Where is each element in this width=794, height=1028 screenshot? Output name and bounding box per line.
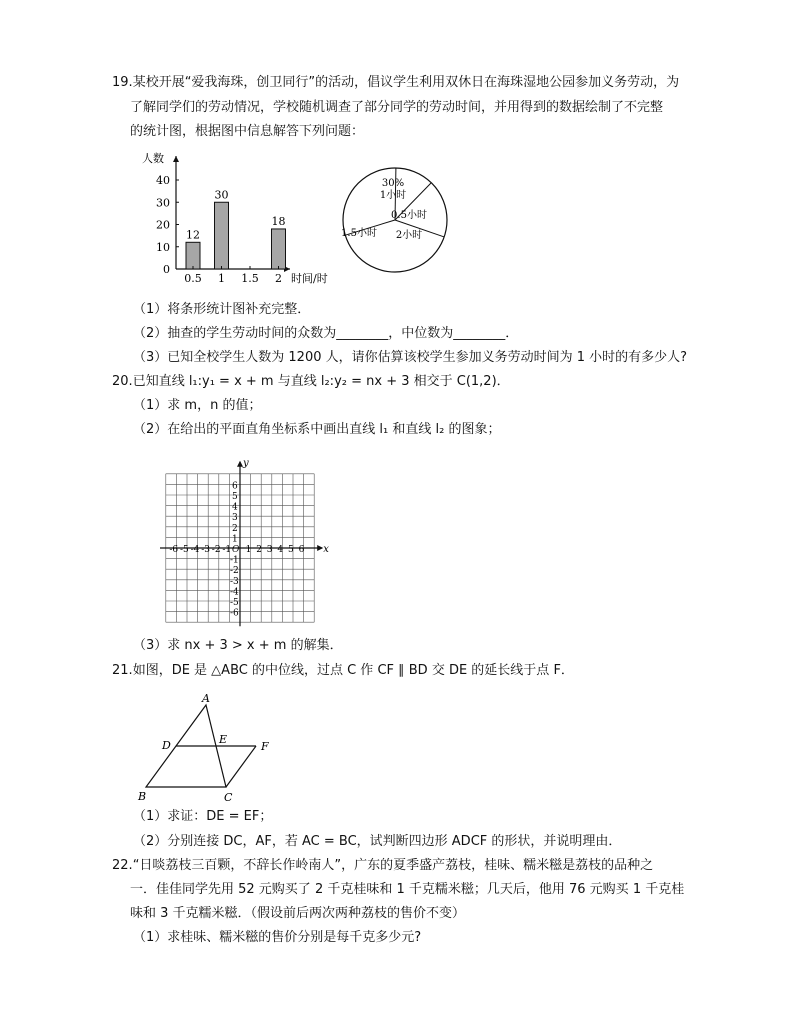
label-a: A (202, 692, 210, 705)
label-d: D (162, 739, 171, 752)
grid-content (160, 458, 329, 626)
y-tick-label: 40 (156, 174, 170, 187)
pie-slice-label: 1小时 (379, 190, 407, 201)
pie-chart-content (341, 168, 447, 272)
pie-chart (335, 160, 455, 280)
y-tick-label: 10 (156, 240, 170, 254)
bar (215, 202, 229, 269)
label-b: B (138, 790, 147, 803)
y-tick-label: -2 (230, 566, 239, 577)
x-tick-label: 5 (288, 545, 294, 555)
x-tick-label: -1 (222, 545, 232, 555)
y-tick-label: 6 (232, 481, 238, 492)
x-tick-label: 3 (266, 545, 273, 555)
q22-line2: 一．佳佳同学先用 52 元购买了 2 千克桂味和 1 千克糯米糍；几天后，他用 76 元购买 1 千克桂 (130, 882, 685, 897)
q21-sub1: （1）求证：DE = EF； (133, 809, 273, 824)
y-tick-label: -6 (230, 608, 239, 619)
triangle-figure (130, 690, 290, 810)
pie-slice-label: 2小时 (395, 230, 423, 241)
pie-slice-label: 0.5小时 (391, 210, 427, 221)
x-tick-label: 0.5 (184, 272, 202, 285)
x-axis-label: x (323, 544, 329, 555)
bar (186, 242, 200, 269)
q21-sub2: （2）分别连接 DC，AF，若 AC = BC，试判断四边形 ADCF 的形状，并说明理由． (133, 834, 622, 849)
y-tick-label: 20 (156, 218, 170, 232)
x-tick-label: 1 (218, 272, 225, 285)
q19-number: 19. (112, 75, 133, 90)
bar-data-label: 18 (271, 214, 286, 228)
q22-number: 22. (112, 858, 133, 873)
q21-number: 21. (112, 663, 133, 678)
origin-label: O (232, 545, 240, 555)
y-tick-label: -5 (230, 598, 239, 608)
q22-line3: 味和 3 千克糯米糍．（假设前后两次两种荔枝的售价不变） (130, 906, 466, 921)
y-tick-label: 2 (232, 523, 238, 534)
x-tick-label: 6 (298, 545, 305, 555)
q19-text1: 某校开展“爱我海珠，创卫同行”的活动，倡议学生利用双休日在海珠湿地公园参加义务劳动，为 (132, 75, 680, 90)
bar (272, 229, 286, 269)
q22-line1 (112, 857, 653, 875)
q20-stem-line (112, 373, 510, 391)
y-axis-arrow (173, 156, 179, 162)
q22-text1: “日啖荔枝三百颗，不辞长作岭南人”，广东的夏季盛产荔枝，桂味、糯米糍是荔枝的品种之 (132, 858, 654, 873)
x-tick-label: -2 (211, 545, 221, 555)
y-tick-label: 4 (232, 502, 238, 513)
y-tick-label: 3 (232, 513, 238, 524)
y-tick-label: 5 (232, 492, 238, 502)
segment-cf (226, 746, 256, 787)
x-axis-label: 时间/时 (291, 272, 328, 285)
x-tick-label: -4 (190, 545, 200, 555)
q21-stem-line (112, 662, 574, 680)
q20-sub1: （1）求 m，n 的值； (133, 398, 262, 413)
q19-sub3: （3）已知全校学生人数为 1200 人，请你估算该校学生参加义务劳动时间为 1 小时的有多少人? (133, 350, 688, 365)
x-tick-label: -5 (180, 545, 189, 555)
x-tick-label: 1 (245, 545, 252, 555)
label-f: F (261, 740, 269, 753)
y-tick-label: 1 (232, 534, 238, 545)
y-tick-label: -4 (230, 587, 239, 598)
coordinate-grid (160, 448, 340, 628)
q20-stem: 已知直线 l₁:y₁ = x + m 与直线 l₂:y₂ = nx + 3 相交于 C(1,2)． (132, 374, 510, 389)
bar-chart (138, 148, 348, 288)
x-tick-label: 2 (256, 545, 262, 555)
bar-data-label: 12 (186, 228, 200, 242)
bar-chart-content (142, 151, 328, 285)
q19-line1 (112, 74, 679, 92)
label-c: C (224, 791, 233, 804)
q20-sub3: （3）求 nx + 3 > x + m 的解集． (133, 638, 343, 653)
q19-sub1: （1）将条形统计图补充完整． (133, 302, 311, 317)
x-tick-label: -3 (201, 545, 210, 555)
q19-line3: 的统计图，根据图中信息解答下列问题： (130, 124, 365, 139)
pie-slice-label: 1.5小时 (341, 228, 377, 239)
y-axis-label: y (243, 457, 249, 469)
q22-sub1: （1）求桂味、糯米糍的售价分别是每千克多少元? (133, 930, 422, 945)
y-tick-label: 30 (156, 196, 170, 210)
pie-slice-value: 30% (381, 178, 405, 189)
q20-sub2: （2）在给出的平面直角坐标系中画出直线 l₁ 和直线 l₂ 的图象； (133, 422, 501, 437)
label-e: E (219, 733, 228, 746)
y-tick-label: 0 (163, 263, 170, 276)
y-axis-label: 人数 (142, 152, 164, 165)
x-tick-label: 2 (275, 272, 282, 285)
q19-sub2: （2）抽查的学生劳动时间的众数为________，中位数为________． (133, 326, 519, 341)
x-tick-label: 1.5 (241, 272, 259, 285)
y-tick-label: -3 (230, 576, 239, 587)
q20-number: 20. (112, 374, 133, 389)
bar-data-label: 30 (214, 188, 229, 202)
y-tick-label: -1 (230, 555, 239, 566)
q19-line2: 了解同学们的劳动情况，学校随机调查了部分同学的劳动时间，并用得到的数据绘制了不完整 (130, 100, 664, 115)
x-tick-label: -6 (169, 545, 179, 555)
x-tick-label: 4 (277, 545, 284, 555)
q21-stem: 如图，DE 是 △ABC 的中位线，过点 C 作 CF ∥ BD 交 DE 的延长线于点 F． (132, 663, 574, 678)
